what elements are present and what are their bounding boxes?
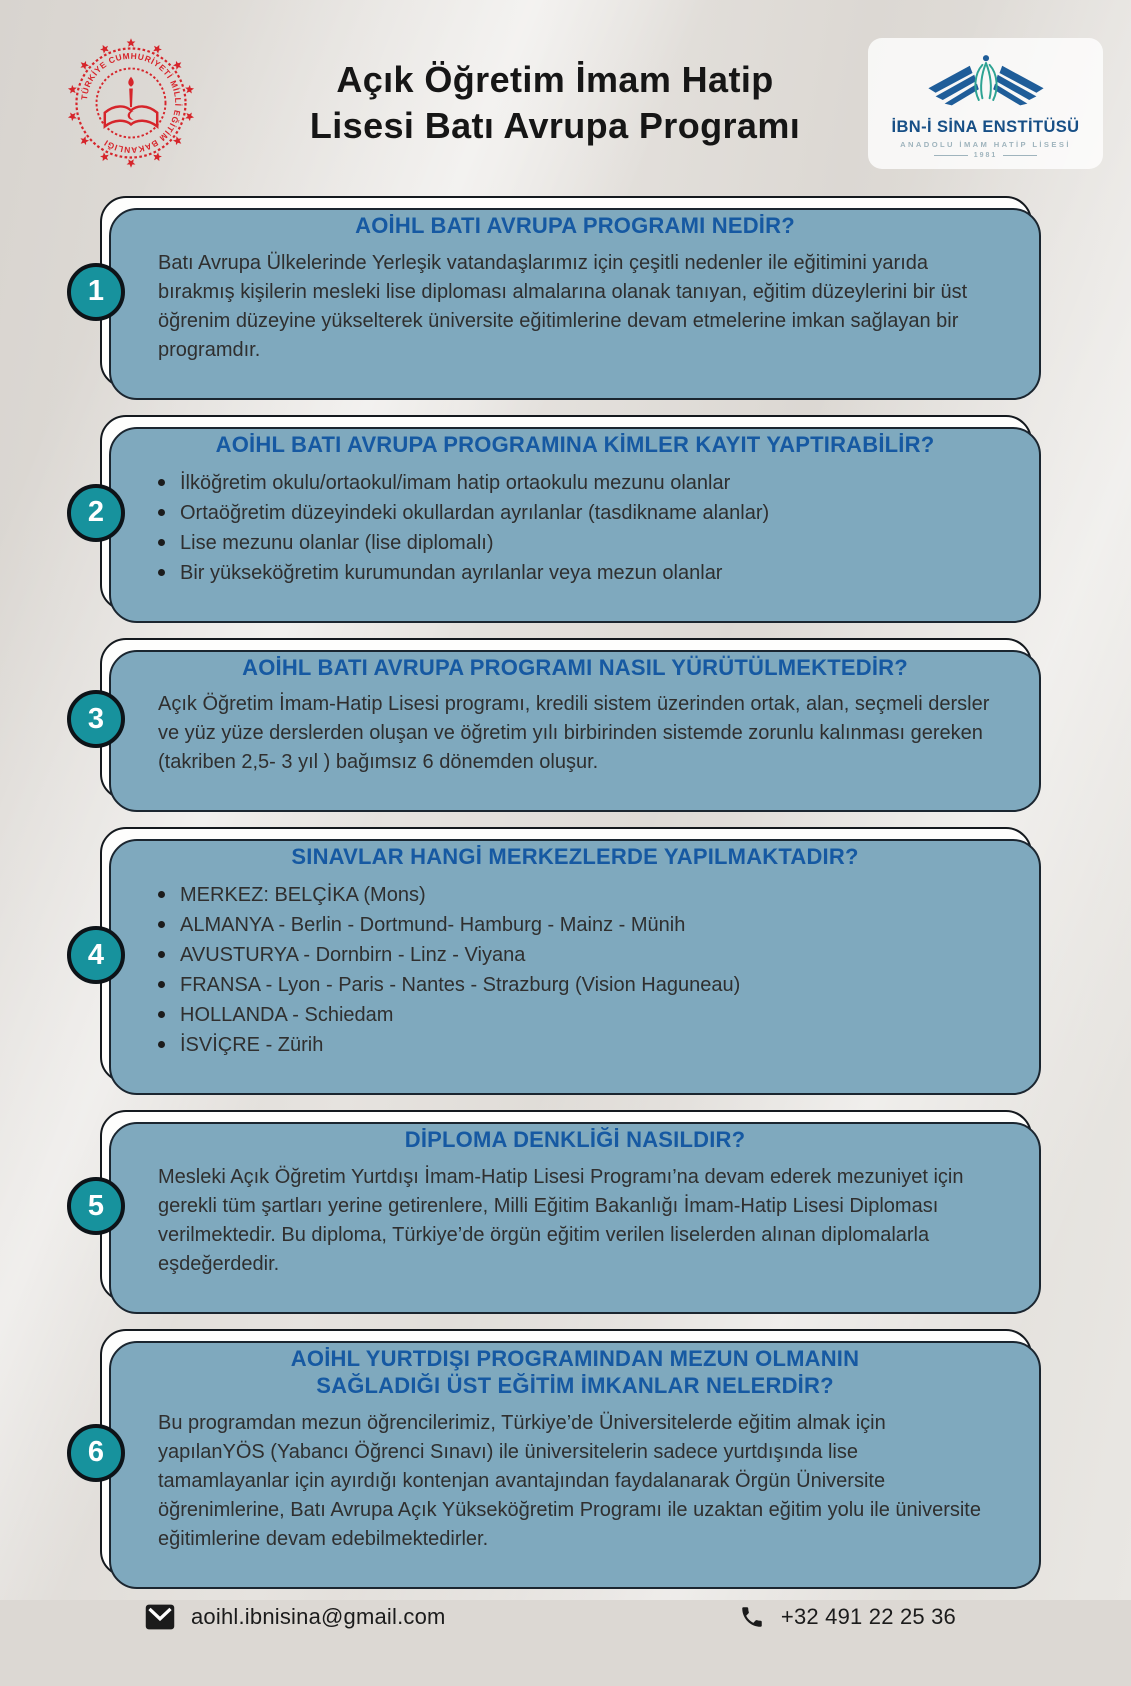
bullet-text: İSVİÇRE - Zürih — [180, 1034, 324, 1057]
bullet-text: AVUSTURYA - Dornbirn - Linz - Viyana — [180, 944, 526, 967]
card-row-3 — [87, 638, 1032, 801]
bullet-item — [158, 1000, 992, 1030]
step-number-badge: 4 — [67, 926, 125, 984]
institute-subtitle: ANADOLU İMAM HATİP LİSESİ — [900, 139, 1071, 149]
institute-name: İBN-İ SİNA ENSTİTÜSÜ — [891, 117, 1080, 136]
bullet-item — [158, 910, 992, 940]
card-paragraph: Mesleki Açık Öğretim Yurtdışı İmam-Hatip Lisesi Programı’na devam ederek mezuniyet için gerekli tüm şartları yerine getirenlere, Milli Eğitim Bakanlığı İmam-Hatip Lisesi Diploması verilmektedir. Bu diploma, Türkiye’de örgün eğitim verilen liselerden alınan diplomalarla eşdeğerdedir. — [158, 1166, 964, 1276]
bullet-item — [158, 528, 992, 558]
bullet-dot-icon — [158, 509, 165, 516]
step-number-badge: 3 — [67, 690, 125, 748]
bullet-dot-icon — [158, 479, 165, 486]
meb-seal-text: TÜRKİYE CUMHURİYETİ MİLLİ EĞİTİM BAKANLIĞI — [78, 50, 184, 156]
email-text: aoihl.ibnisina@gmail.com — [191, 1603, 446, 1629]
bullet-text: Bir yükseköğretim kurumundan ayrılanlar veya mezun olanlar — [180, 561, 723, 584]
phone-contact — [739, 1604, 956, 1630]
info-card — [100, 827, 1032, 1083]
bullet-text: Lise mezunu olanlar (lise diplomalı) — [180, 531, 494, 554]
meb-seal-icon — [62, 34, 200, 172]
card-heading: AOİHL BATI AVRUPA PROGRAMI NEDİR? — [355, 213, 795, 238]
bullet-dot-icon — [158, 951, 165, 958]
bullet-text: ALMANYA - Berlin - Dortmund- Hamburg - Mainz - Münih — [180, 914, 686, 937]
bullet-dot-icon — [158, 569, 165, 576]
step-number-badge: 2 — [67, 484, 125, 542]
bullet-text: İlköğretim okulu/ortaokul/imam hatip ortaokulu mezunu olanlar — [180, 471, 731, 494]
email-contact — [145, 1604, 446, 1630]
institute-logo — [868, 38, 1103, 169]
card-heading: SINAVLAR HANGİ MERKEZLERDE YAPILMAKTADIR? — [291, 844, 859, 870]
bullet-item — [158, 970, 992, 1000]
info-card — [100, 1110, 1032, 1302]
bullet-text: FRANSA - Lyon - Paris - Nantes - Strazburg (Vision Haguneau) — [180, 974, 741, 997]
rule-left — [934, 155, 968, 156]
card-bullet-list — [158, 880, 992, 1060]
info-card — [100, 638, 1032, 801]
header — [0, 0, 1131, 172]
bullet-text: MERKEZ: BELÇİKA (Mons) — [180, 884, 426, 907]
card-row-1 — [87, 196, 1032, 388]
card-heading: AOİHL YURTDIŞI PROGRAMINDAN MEZUN OLMANIN SAĞLADIĞI ÜST EĞİTİM İMKANLAR NELERDİR? — [290, 1346, 860, 1398]
title-line-1: Açık Öğretim İmam Hatip — [336, 58, 774, 100]
bullet-text: HOLLANDA - Schiedam — [180, 1004, 394, 1027]
rule-right — [1003, 155, 1037, 156]
card-paragraph: Bu programdan mezun öğrencilerimiz, Türkiye’de Üniversitelerde eğitim almak için yapılanYÖS (Yabancı Öğrenci Sınavı) ile üniversitelerin sadece yurtdışında lise tamamlayanlar için ayırdığı kontenjan avantajından faydalanarak Örgün Üniversite öğrenimlerine, Batı Avrupa Açık Yükseköğretim Programı ile uzaktan eğitim yolu ile üniversite eğitimlerine devam edebilmektedirler. — [158, 1411, 981, 1550]
bullet-text: Ortaöğretim düzeyindeki okullardan ayrılanlar (tasdikname alanlar) — [180, 501, 770, 524]
card-heading: DİPLOMA DENKLİĞİ NASILDIR? — [404, 1127, 746, 1153]
institute-year-row — [934, 152, 1038, 159]
card-row-4 — [87, 827, 1032, 1083]
step-number-badge: 1 — [67, 263, 125, 321]
bullet-item — [158, 1030, 992, 1060]
bullet-dot-icon — [158, 1041, 165, 1048]
bullet-item — [158, 880, 992, 910]
info-card — [100, 196, 1032, 388]
info-card — [100, 1329, 1032, 1577]
mail-icon — [145, 1604, 175, 1630]
cards-column — [0, 196, 1131, 1604]
card-paragraph: Açık Öğretim İmam-Hatip Lisesi programı, kredili sistem üzerinden ortak, alan, seçmeli dersler ve yüz yüze derslerden oluşan ve öğretim yılı birbirinden sistemde zorunlu kalınması gereken (takriben 2,5- 3 yıl ) bağımsız 6 dönemden oluşur. — [158, 693, 990, 774]
bullet-dot-icon — [158, 539, 165, 546]
institute-year: 1981 — [973, 151, 998, 159]
bullet-item — [158, 940, 992, 970]
step-number-badge: 6 — [67, 1424, 125, 1482]
bullet-dot-icon — [158, 891, 165, 898]
bullet-item — [158, 468, 992, 498]
info-card — [100, 415, 1032, 611]
card-row-6 — [87, 1329, 1032, 1577]
bullet-item — [158, 498, 992, 528]
phone-text: +32 491 22 25 36 — [780, 1603, 956, 1629]
card-heading: AOİHL BATI AVRUPA PROGRAMI NASIL YÜRÜTÜLMEKTEDİR? — [242, 654, 908, 680]
card-paragraph: Batı Avrupa Ülkelerinde Yerleşik vatandaşlarımız için çeşitli nedenler ile eğitimini yarıda bırakmış kişilerin mesleki lise diploması almalarına olanak tanıyan, eğitim düzeylerini bir üst öğrenim düzeyine yükselterek üniversite eğitimlerine devam etmelerine imkan sağlayan bir programdır. — [158, 251, 968, 361]
bullet-dot-icon — [158, 981, 165, 988]
page-title — [242, 57, 868, 149]
bullet-dot-icon — [158, 1011, 165, 1018]
title-line-2: Lisesi Batı Avrupa Programı — [309, 105, 801, 146]
footer — [0, 1604, 1131, 1686]
bullet-dot-icon — [158, 921, 165, 928]
card-row-5 — [87, 1110, 1032, 1302]
institute-logo-icon — [911, 46, 1061, 118]
bullet-item — [158, 558, 992, 588]
card-row-2 — [87, 415, 1032, 611]
phone-icon — [739, 1604, 765, 1630]
step-number-badge: 5 — [67, 1177, 125, 1235]
card-bullet-list — [158, 468, 992, 588]
card-heading: AOİHL BATI AVRUPA PROGRAMINA KİMLER KAYIT YAPTIRABİLİR? — [215, 431, 935, 457]
